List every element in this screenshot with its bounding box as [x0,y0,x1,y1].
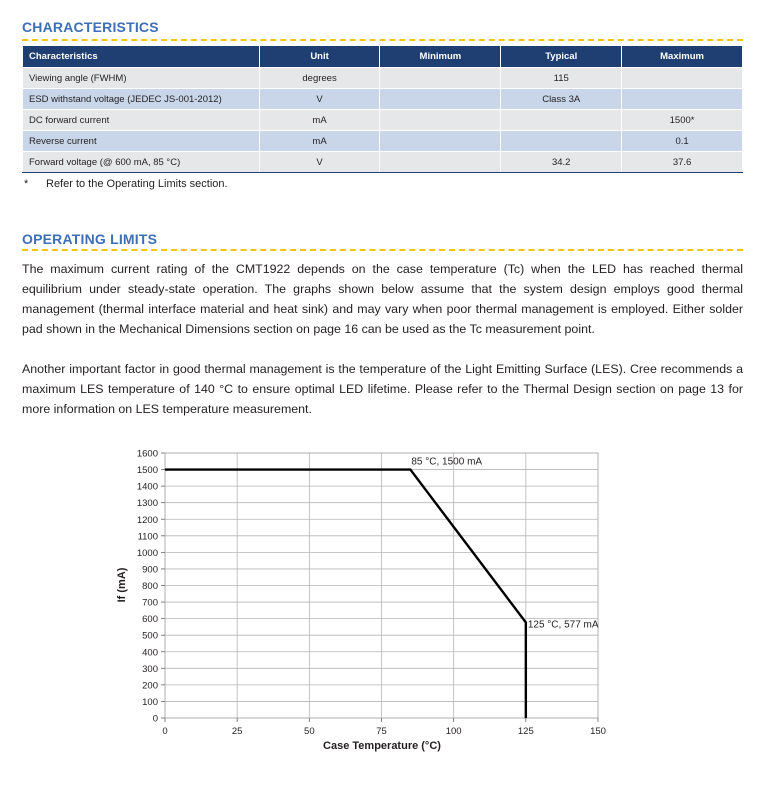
x-tick-label: 125 [517,726,534,737]
table-row [23,131,743,152]
characteristics-table [22,45,743,173]
y-tick-label: 800 [142,581,158,592]
y-tick-label: 1500 [136,465,158,477]
row-unit: V [259,152,380,173]
row-max [622,89,743,110]
y-tick-label: 1300 [136,498,158,510]
table-row [23,89,743,110]
x-tick-label: 75 [376,726,387,737]
y-tick-label: 200 [142,680,158,692]
x-tick-label: 0 [162,726,168,737]
y-tick-label: 1600 [136,448,158,460]
row-max: 0.1 [622,131,743,152]
row-min [380,152,501,173]
y-tick-label: 100 [142,696,158,708]
y-tick-label: 400 [142,647,158,659]
paragraph-les-temperature: Another important factor in good thermal management is the temperature of the Light Emitting Surface (LES). Cree recommends a maximum LES temperature of 140 °C to ensure optimal LED lifetime. Please refer to the Thermal Design section on page 13 for more information on LES temperature measurement. [22,362,743,416]
y-tick-label: 900 [142,564,158,576]
row-name: Reverse current [23,131,260,152]
x-tick-label: 100 [445,726,462,737]
characteristics-divider [22,39,743,41]
chart-ticks [137,449,606,738]
header-minimum: Minimum [380,46,501,68]
row-max: 37.6 [622,152,743,173]
x-tick-label: 150 [590,726,606,737]
row-name: Forward voltage (@ 600 mA, 85 °C) [23,152,260,173]
footnote-text: Refer to the Operating Limits section. [46,178,228,190]
y-axis-label: If (mA) [116,567,128,603]
derating-chart [100,445,640,765]
y-tick-label: 1000 [136,547,158,559]
header-maximum: Maximum [622,46,743,68]
data-label: 85 °C, 1500 mA [411,456,483,468]
y-tick-label: 600 [142,614,158,626]
y-tick-label: 1200 [136,514,158,526]
x-tick-label: 25 [231,726,243,737]
row-min [380,110,501,131]
x-axis-label: Case Temperature (°C) [323,740,441,752]
table-header-row [23,46,743,68]
y-tick-label: 1100 [137,531,158,543]
row-unit: mA [259,131,380,152]
header-typical: Typical [501,46,622,68]
row-typ: 34.2 [501,152,622,173]
row-unit: V [259,89,380,110]
row-typ [501,131,622,152]
row-unit: degrees [259,68,380,89]
row-min [380,89,501,110]
row-min [380,68,501,89]
row-typ: Class 3A [501,89,622,110]
header-unit: Unit [259,46,380,68]
table-row [23,68,743,89]
row-name: DC forward current [23,110,260,131]
series-line [165,470,526,718]
row-name: ESD withstand voltage (JEDEC JS-001-2012) [23,89,260,110]
chart-grid [165,453,598,718]
y-tick-label: 500 [142,630,158,642]
table-row [23,152,743,173]
row-name: Viewing angle (FWHM) [23,68,260,89]
row-max [622,68,743,89]
operating-limits-divider [22,249,743,251]
header-characteristics: Characteristics [23,46,260,68]
y-tick-label: 0 [152,713,158,725]
footnote [24,178,228,190]
table-row [23,110,743,131]
row-max: 1500* [622,110,743,131]
row-typ: 115 [501,68,622,89]
y-tick-label: 700 [142,597,158,609]
x-tick-label: 50 [304,726,315,737]
footnote-mark: * [24,178,29,190]
characteristics-title: CHARACTERISTICS [22,19,159,35]
chart-annotations [411,457,598,631]
row-min [380,131,501,152]
chart-series [165,470,526,718]
row-unit: mA [259,110,380,131]
y-tick-label: 1400 [136,481,158,493]
paragraph-thermal-equilibrium: The maximum current rating of the CMT1922 depends on the case temperature (Tc) when the LED has reached thermal equilibrium under steady-state operation. The graphs shown below assume that the system design employs good thermal management (thermal interface material and heat sink) and may vary when poor thermal management is employed. Either solder pad shown in the Mechanical Dimensions section on page 16 can be used as the Tc measurement point. [22,262,743,336]
y-tick-label: 300 [142,663,158,675]
data-label: 125 °C, 577 mA [527,619,599,631]
row-typ [501,110,622,131]
operating-limits-title: OPERATING LIMITS [22,231,158,247]
